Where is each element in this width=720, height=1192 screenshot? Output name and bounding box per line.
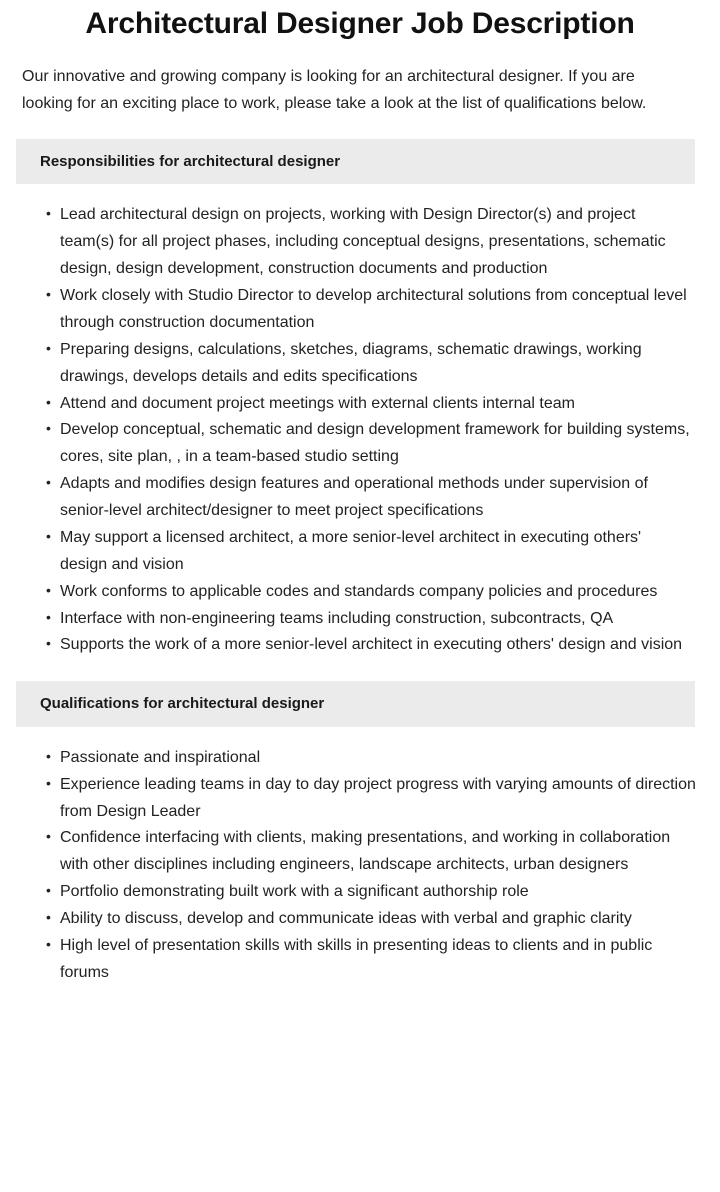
list-item: • Ability to discuss, develop and communicate ideas with verbal and graphic clarity: [46, 906, 698, 933]
section-header-qualifications: Qualifications for architectural designer: [16, 681, 695, 727]
bottom-spacer: [0, 987, 720, 1013]
list-item: • May support a licensed architect, a more senior-level architect in executing others' design and vision: [46, 525, 692, 579]
list-item: • Experience leading teams in day to day project progress with varying amounts of direction from Design Leader: [46, 772, 698, 826]
intro-paragraph: Our innovative and growing company is looking for an architectural designer. If you are looking for an exciting place to work, please take a look at the list of qualifications below.: [22, 67, 647, 112]
list-item: • Work closely with Studio Director to develop architectural solutions from conceptual level through construction documentation: [46, 283, 692, 337]
section-header-responsibilities: Responsibilities for architectural designer: [16, 139, 695, 185]
section-qualifications: [0, 681, 720, 986]
page-title: Architectural Designer Job Description: [85, 7, 635, 40]
list-item: • Portfolio demonstrating built work with a significant authorship role: [46, 879, 698, 906]
list-item: • Lead architectural design on projects, working with Design Director(s) and project team(s) for all project phases, including conceptual designs, presentations, schematic design, design development, construction documents and production: [46, 202, 692, 283]
list-item: • Preparing designs, calculations, sketches, diagrams, schematic drawings, working drawings, develops details and edits specifications: [46, 337, 692, 391]
list-item: • High level of presentation skills with skills in presenting ideas to clients and in public forums: [46, 933, 698, 987]
list-item: • Interface with non-engineering teams including construction, subcontracts, QA: [46, 606, 692, 633]
responsibilities-list: [0, 184, 720, 659]
section-responsibilities: [0, 139, 720, 659]
qualifications-list: [0, 727, 720, 987]
list-item: • Work conforms to applicable codes and standards company policies and procedures: [46, 579, 692, 606]
list-item: • Confidence interfacing with clients, making presentations, and working in collaboration with other disciplines including engineers, landscape architects, urban designers: [46, 825, 698, 879]
list-item: • Adapts and modifies design features and operational methods under supervision of senior-level architect/designer to meet project specifications: [46, 471, 692, 525]
list-item: • Passionate and inspirational: [46, 745, 698, 772]
list-item: • Attend and document project meetings with external clients internal team: [46, 391, 692, 418]
list-item: • Develop conceptual, schematic and design development framework for building systems, cores, site plan, , in a team-based studio setting: [46, 417, 692, 471]
list-item: • Supports the work of a more senior-level architect in executing others' design and vision: [46, 632, 692, 659]
